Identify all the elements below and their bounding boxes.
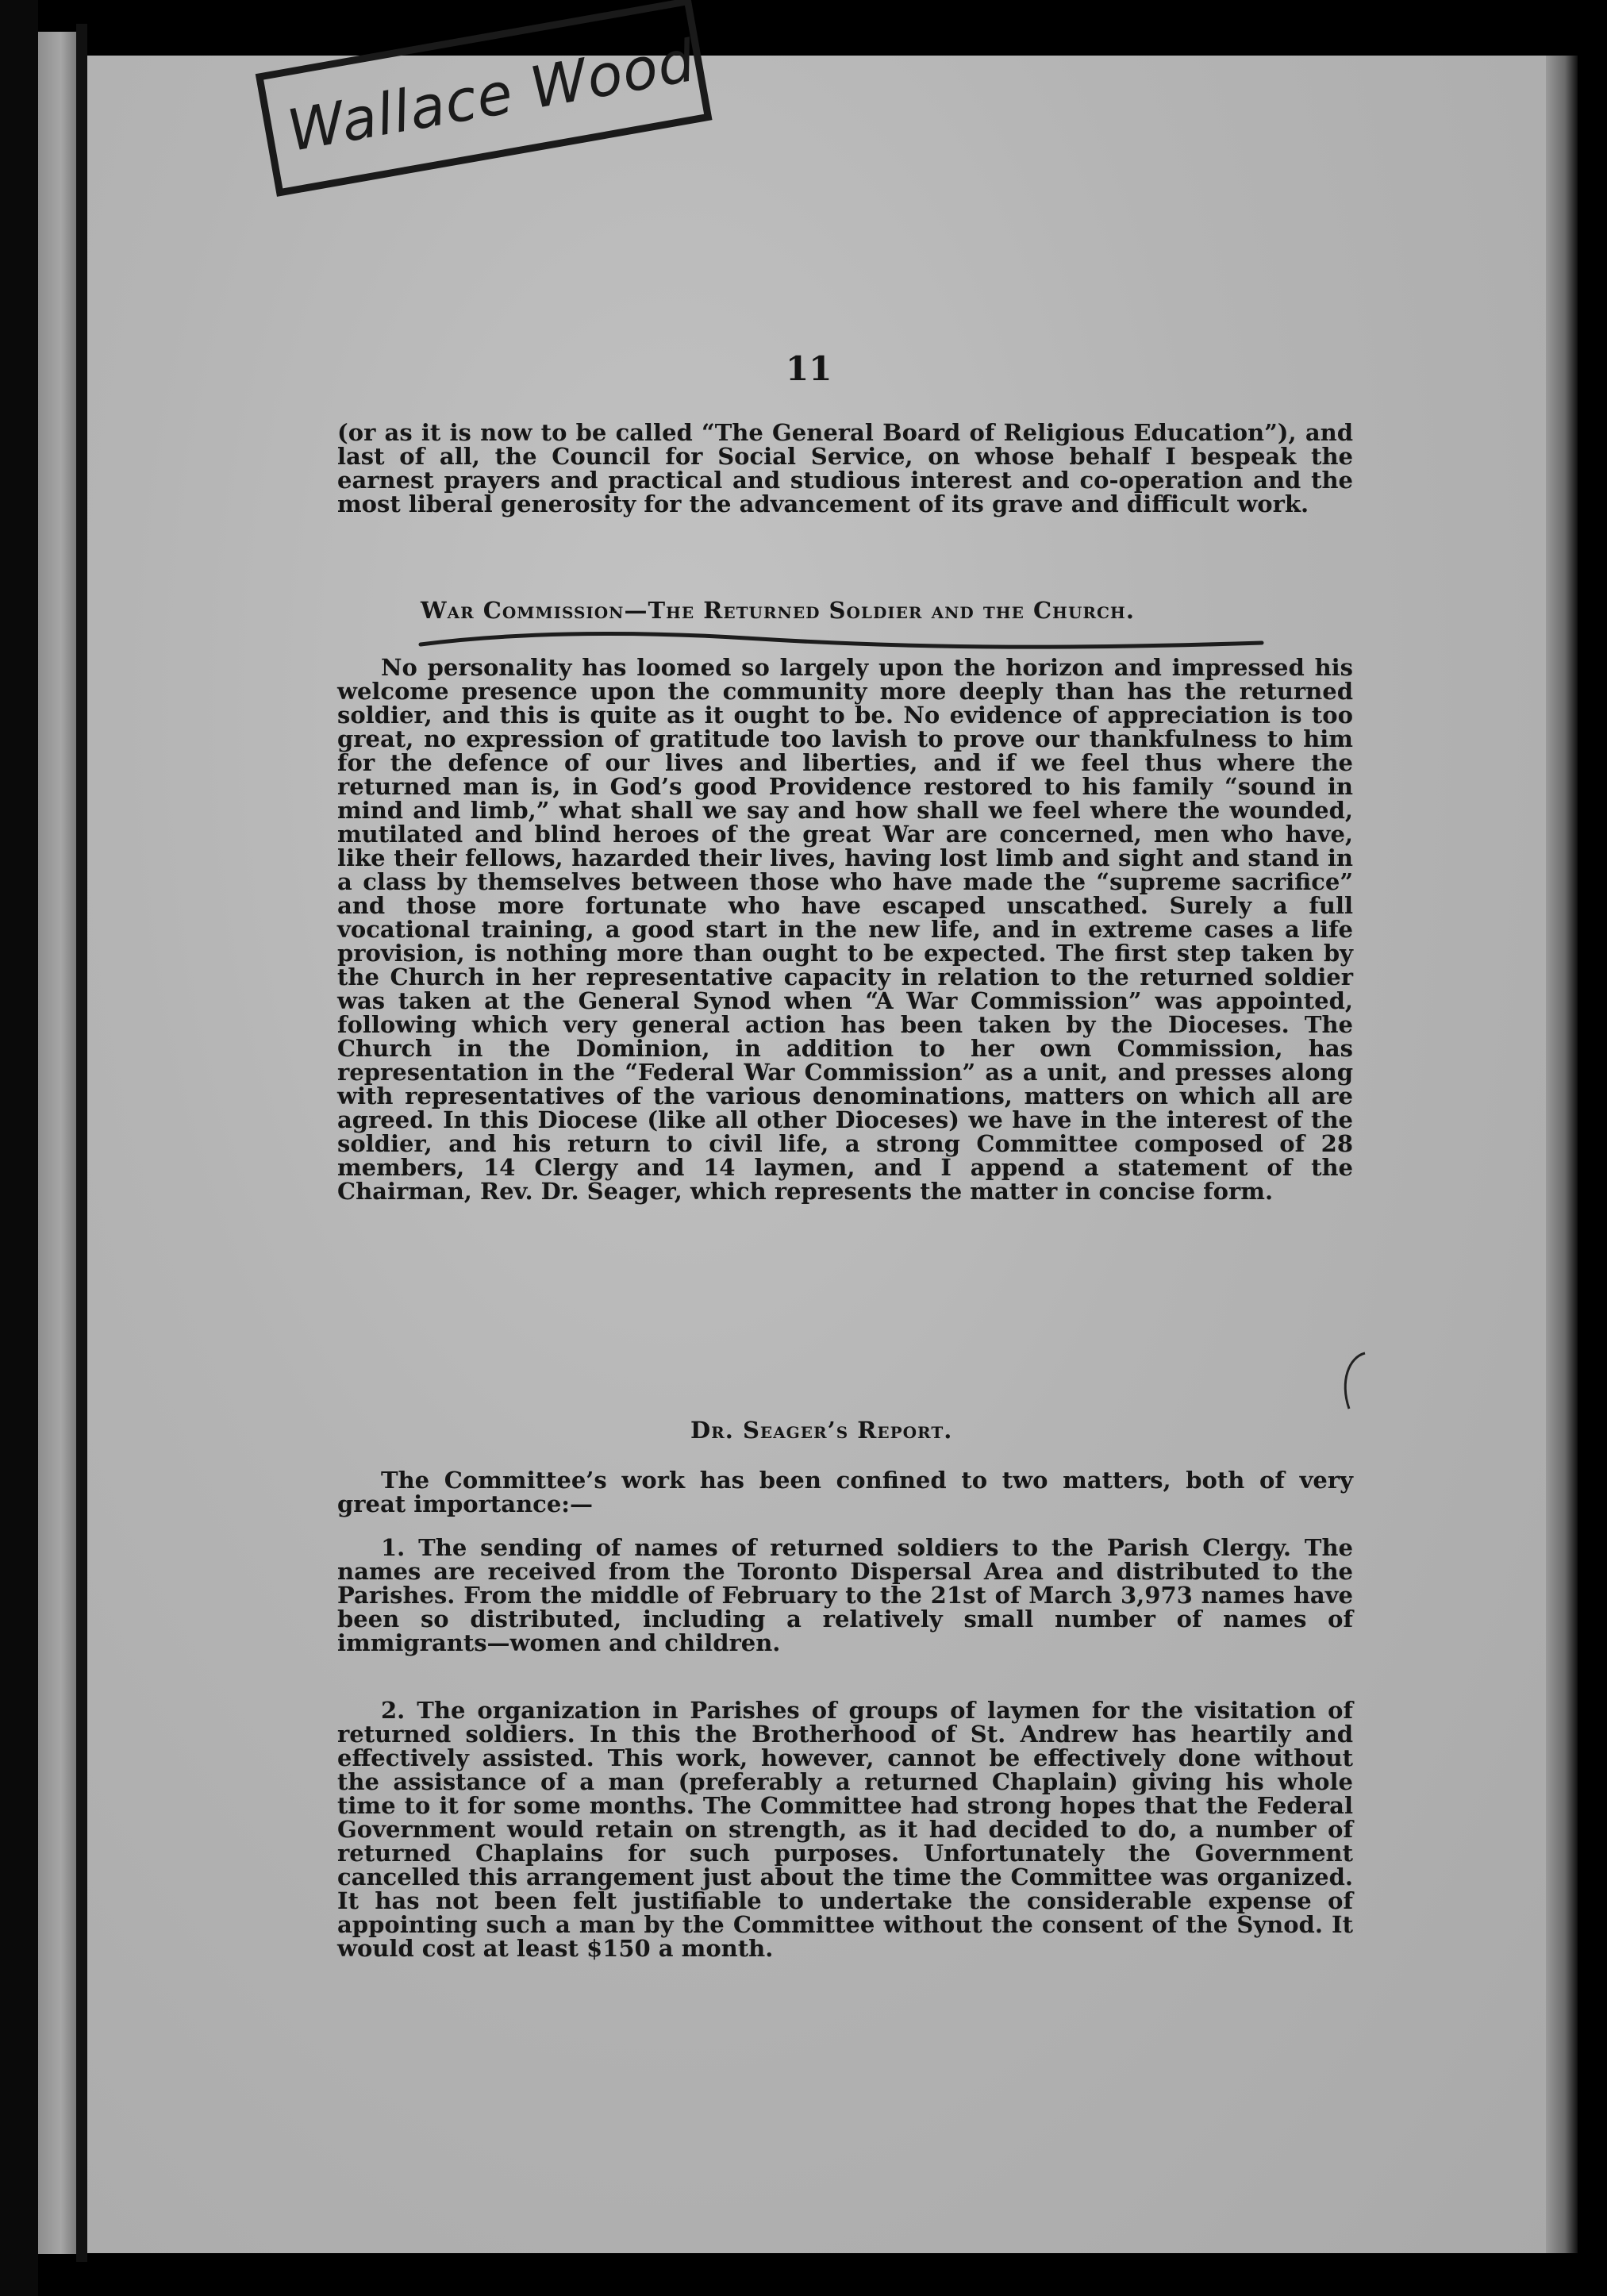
scan-border — [0, 0, 38, 2296]
paragraph-continuation: (or as it is now to be called “The General Board of Religious Education”), and last of all, the Council for Social Service, on whose behalf I bespeak the earnest prayers and practical and studious interest and co-operation and the most liberal generosity for the advancement of its grave and difficult work. — [337, 419, 1353, 517]
paragraph-returned-soldier: No personality has loomed so largely upon the horizon and impressed his welcome presence upon the community more deeply than has the returned soldier, and this is quite as it ought to be. No evidence of appreciation is too great, no expression of gratitude too lavish to prove our thankfulness to him for the defence of our lives and liberties, and if we feel thus where the returned man is, in God’s good Providence restored to his family “sound in mind and limb,” what shall we say and how shall we feel where the wounded, mutilated and blind heroes of the great War are concerned, men who have, like their fellows, hazarded their lives, having lost limb and sight and stand in a class by themselves between those who have made the “supreme sacrifice” and those more fortunate who have escaped unscathed. Surely a full vocational training, a good start in the new life, and in extreme cases a life provision, is nothing more than ought to be expected. The first step taken by the Church in her representative capacity in relation to the returned soldier was taken at the General Synod when “A War Commission” was appointed, following which very general action has been taken by the Dioceses. The Church in the Dominion, in addition to her own Commission, has representation in the “Federal War Commission” as a unit, and presses along with representatives of the various denominations, matters on which all are agreed. In this Diocese (like all other Dioceses) we have in the interest of the soldier, and his return to civil life, a strong Committee composed of 28 members, 14 Clergy and 14 laymen, and I append a statement of the Chairman, Rev. Dr. Seager, which represents the matter in concise form. — [337, 654, 1353, 1205]
section-heading-seager-report: Dr. Seager’s Report. — [690, 1417, 953, 1444]
section-heading-war-commission: War Commission—The Returned Soldier and the Church. — [421, 597, 1135, 624]
list-item-organization: 2. The organization in Parishes of groups of laymen for the visitation of returned soldiers. In this the Brotherhood of St. Andrew has heartily and effectively assisted. This work, however, cannot be effectively done without the assistance of a man (preferably a returned Chaplain) giving his whole time to it for some months. The Committee had strong hopes that the Federal Government would retain on strength, as it had decided to do, a number of returned Chaplains for such purposes. Unfortunately the Government cancelled this arrangement just about the time the Committee was organized. It has not been felt justifiable to undertake the considerable expense of appointing such a man by the Committee without the consent of the Synod. It would cost at least $150 a month. — [337, 1697, 1353, 1962]
stamp-signature: Wallace Wood — [283, 27, 701, 164]
book-gutter — [76, 24, 87, 2262]
list-item-names: 1. The sending of names of returned soldiers to the Parish Clergy. The names are received from the Toronto Dispersal Area and distributed to the Parishes. From the middle of February to the 21st of March 3,973 names have been so distributed, including a relatively small number of names of immigrants—women and children. — [337, 1534, 1353, 1656]
facing-page-edge — [38, 32, 76, 2254]
paragraph-committee-work: The Committee’s work has been confined to two matters, both of very great importance:— — [337, 1467, 1353, 1517]
page-number: 11 — [786, 349, 832, 388]
page-right-edge — [1546, 51, 1578, 2253]
margin-pen-mark — [1333, 1349, 1381, 1413]
scan-top-border — [87, 0, 1607, 56]
